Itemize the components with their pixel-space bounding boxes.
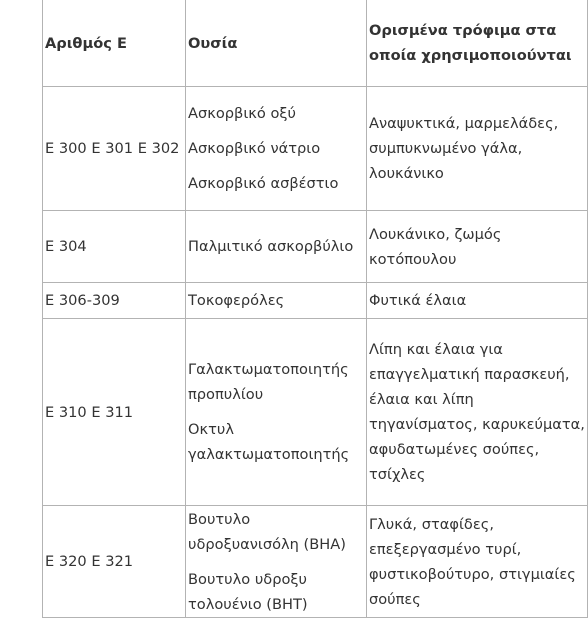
substance-name: Ασκορβικό οξύ <box>188 105 296 122</box>
table-row <box>43 87 588 211</box>
additives-table <box>42 0 588 618</box>
e-number-cell: E 320 E 321 <box>43 506 186 618</box>
table-row <box>43 506 588 618</box>
substance-name: Βουτυλο υδροξυανισόλη (BHA) <box>188 510 346 553</box>
substance-name: Παλμιτικό ασκορβύλιο <box>188 238 354 255</box>
table-row <box>43 283 588 319</box>
e-number-cell: E 300 E 301 E 302 <box>43 87 186 211</box>
substance-name: Τοκοφερόλες <box>188 292 285 309</box>
header-substance: Ουσία <box>186 0 367 87</box>
table-row <box>43 211 588 283</box>
foods-cell: Αναψυκτικά, μαρμελάδες, συμπυκνωμένο γάλα, λουκάνικο <box>367 87 588 211</box>
foods-cell: Φυτικά έλαια <box>367 283 588 319</box>
e-number-cell: E 304 <box>43 211 186 283</box>
foods-cell: Λίπη και έλαια για επαγγελματική παρασκευή, έλαια και λίπη τηγανίσματος, καρυκεύματα, αφυδατωμένες σούπες, τσίχλες <box>367 319 588 506</box>
substance-name: Ασκορβικό ασβέστιο <box>188 175 339 192</box>
table-header-row <box>43 0 588 87</box>
substance-cell <box>186 319 367 506</box>
foods-cell: Γλυκά, σταφίδες, επεξεργασμένο τυρί, φυστικοβούτυρο, στιγμιαίες σούπες <box>367 506 588 618</box>
substance-cell <box>186 283 367 319</box>
substance-cell <box>186 87 367 211</box>
substance-cell <box>186 211 367 283</box>
header-e-number: Αριθμός Ε <box>43 0 186 87</box>
header-foods: Ορισμένα τρόφιμα στα οποία χρησιμοποιούνται <box>367 0 588 87</box>
foods-cell: Λουκάνικο, ζωμός κοτόπουλου <box>367 211 588 283</box>
substance-name: Ασκορβικό νάτριο <box>188 140 321 157</box>
e-number-cell: E 310 E 311 <box>43 319 186 506</box>
substance-name: Βουτυλο υδροξυ τολουένιο (BHT) <box>188 570 308 613</box>
substance-name: Γαλακτωματοποιητής προπυλίου <box>188 361 349 403</box>
e-number-cell: E 306-309 <box>43 283 186 319</box>
substance-name: Οκτυλ γαλακτωματοποιητής <box>188 421 350 463</box>
substance-cell <box>186 506 367 618</box>
table-row <box>43 319 588 506</box>
